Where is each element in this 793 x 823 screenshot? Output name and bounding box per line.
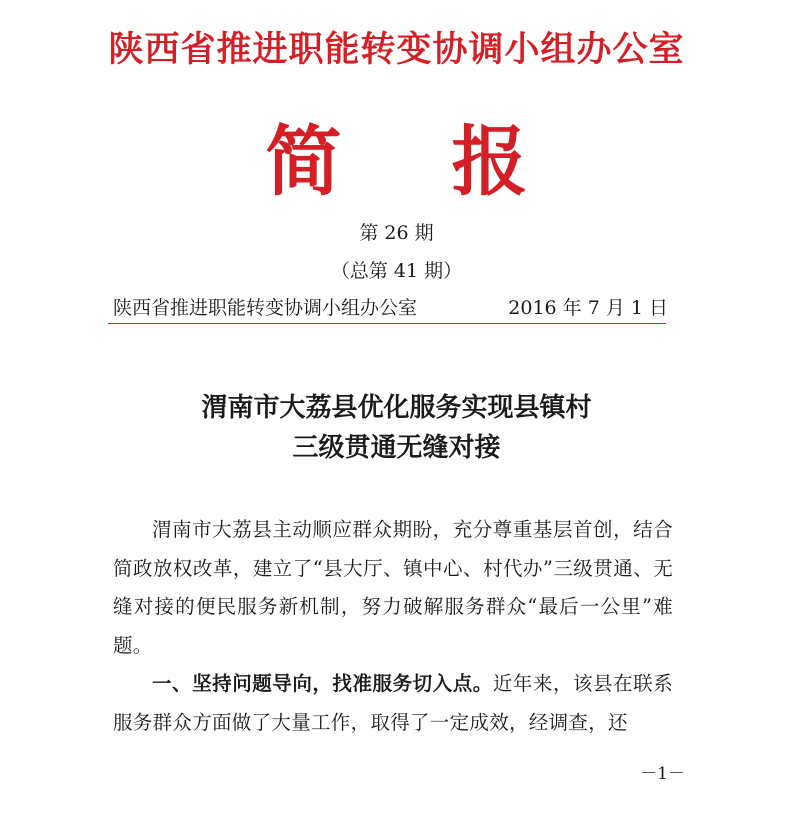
issuing-org-header: 陕西省推进职能转变协调小组办公室 [108,29,685,70]
issue-number: 第 26 期 [359,222,434,244]
total-issue-number: （总第 41 期） [330,260,463,282]
article-title-line-1: 渭南市大荔县优化服务实现县镇村 [201,393,592,423]
issuer-name: 陕西省推进职能转变协调小组办公室 [113,297,418,319]
document-type-title: 简报 [265,117,638,206]
section-1-text: 近年来，该县在联系服务群众方面做了大量工作，取得了一定成效，经调查，还 [113,672,673,734]
article-title [0,388,793,468]
header-divider [108,323,666,324]
article-body [113,511,673,742]
issuer-date-line [113,295,668,321]
paragraph-intro: 渭南市大荔县主动顺应群众期盼，充分尊重基层首创，结合简政放权改革，建立了“县大厅、镇中心、村代办”三级贯通、无缝对接的便民服务新机制，努力破解服务群众“最后一公里”难题。 [113,518,673,657]
paragraph-section-1 [113,665,673,742]
article-title-line-2: 三级贯通无缝对接 [292,433,501,463]
issue-date: 2016 年 7 月 1 日 [508,297,668,319]
section-1-heading: 一、坚持问题导向，找准服务切入点。 [152,672,493,695]
page-number: －1－ [640,764,685,784]
